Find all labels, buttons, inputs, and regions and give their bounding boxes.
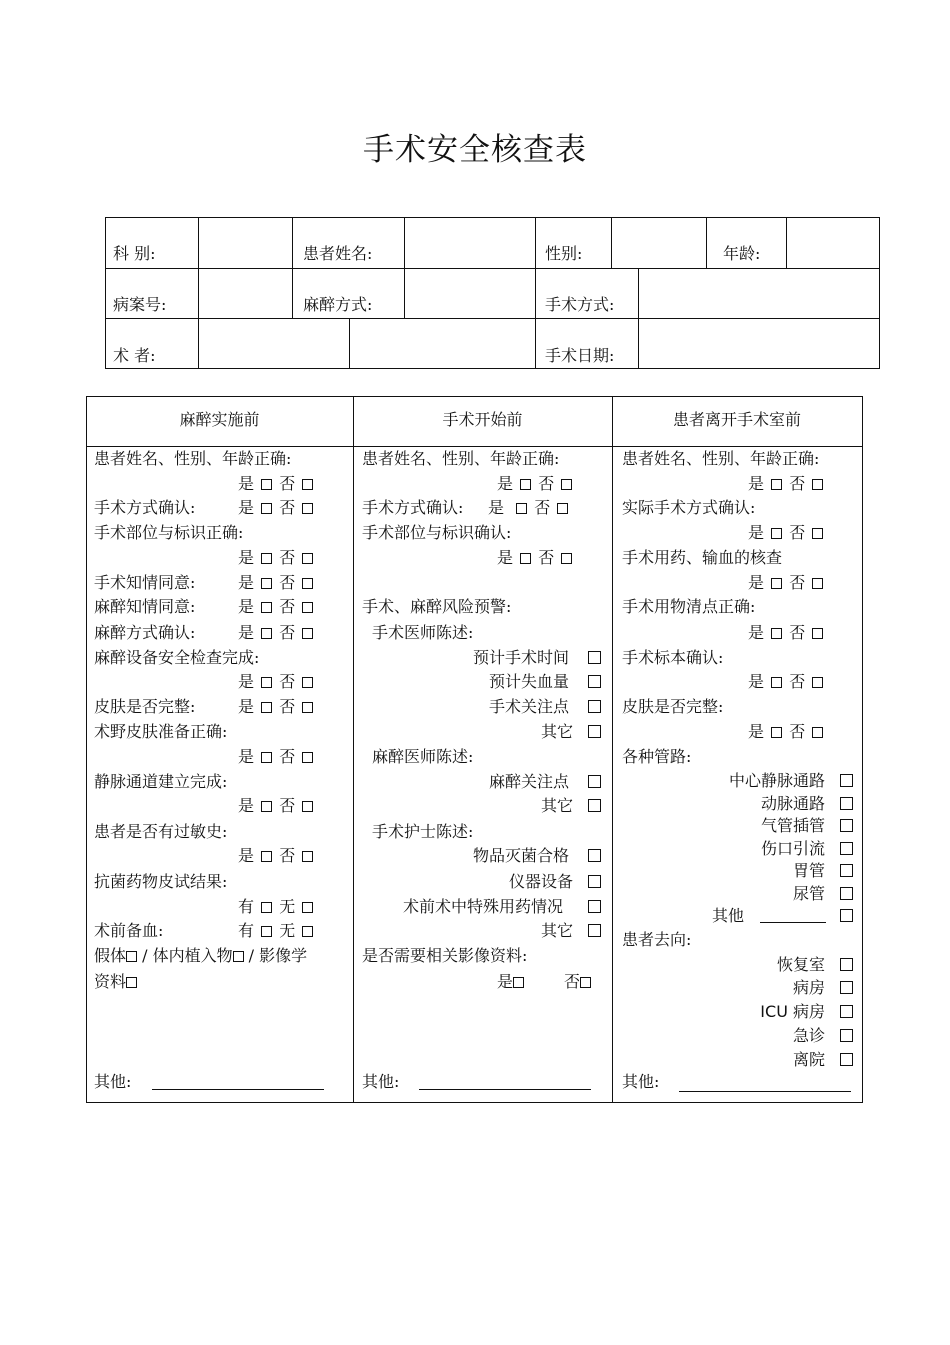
c3-specimen-options: 是 否 <box>748 672 825 692</box>
checkbox[interactable] <box>261 553 272 564</box>
surgery-date-label: 手术日期: <box>545 346 615 365</box>
c3-count-options: 是 否 <box>748 623 825 643</box>
page-title: 手术安全核查表 <box>363 132 587 168</box>
checkbox[interactable] <box>302 578 313 589</box>
checkbox[interactable] <box>261 503 272 514</box>
c3-wound-drain: 伤口引流 <box>760 839 825 858</box>
c3-destination-label: 患者去向: <box>622 930 692 949</box>
checkbox[interactable] <box>261 902 272 913</box>
checkbox[interactable] <box>588 799 601 812</box>
c3-emergency: 急诊 <box>792 1026 825 1045</box>
sex-label: 性别: <box>545 244 583 263</box>
checkbox[interactable] <box>840 864 853 877</box>
checkbox[interactable] <box>840 774 853 787</box>
c3-actual-method-label: 实际手术方式确认: <box>622 498 756 517</box>
c2-anesthetist-label: 麻醉医师陈述: <box>372 747 474 766</box>
c2-sterile: 物品灭菌合格 <box>472 846 569 865</box>
c2-risk-label: 手术、麻醉风险预警: <box>362 597 512 616</box>
checkbox[interactable] <box>233 951 244 962</box>
c3-specimen-label: 手术标本确认: <box>622 648 724 667</box>
c2-imaging-options: 是 否 <box>497 972 591 992</box>
c2-identity-options: 是 否 <box>497 474 574 494</box>
c1-skin-prep-options: 是 否 <box>238 747 315 767</box>
checkbox[interactable] <box>561 479 572 490</box>
checkbox[interactable] <box>771 628 782 639</box>
c3-skin-options: 是 否 <box>748 722 825 742</box>
checkbox[interactable] <box>302 628 313 639</box>
checkbox[interactable] <box>302 926 313 937</box>
c3-urinary-tube: 尿管 <box>792 884 825 903</box>
c1-skintest-options: 有 无 <box>238 897 315 917</box>
checkbox[interactable] <box>812 578 823 589</box>
checkbox[interactable] <box>840 887 853 900</box>
checkbox[interactable] <box>302 677 313 688</box>
c3-other-label: 其他: <box>622 1072 660 1091</box>
c3-recovery-room: 恢复室 <box>776 955 825 974</box>
c1-skintest-label: 抗菌药物皮试结果: <box>94 872 228 891</box>
checkbox[interactable] <box>588 651 601 664</box>
col3-title: 患者离开手术室前 <box>672 410 801 429</box>
checkbox[interactable] <box>840 819 853 832</box>
c1-site-options: 是 否 <box>238 548 315 568</box>
c1-implant-line: 假体 / 体内植入物 / 影像学 <box>94 946 308 965</box>
c3-drug-check-label: 手术用药、输血的核查 <box>622 548 783 567</box>
c3-central-line: 中心静脉通路 <box>728 771 825 790</box>
checkbox[interactable] <box>840 797 853 810</box>
c1-identity-options: 是 否 <box>238 474 315 494</box>
c2-other3: 其它 <box>540 921 573 940</box>
c2-nurse-label: 手术护士陈述: <box>372 822 474 841</box>
checkbox[interactable] <box>812 727 823 738</box>
checkbox[interactable] <box>302 602 313 613</box>
checkbox[interactable] <box>520 479 531 490</box>
c3-arterial-line: 动脉通路 <box>760 794 825 813</box>
c1-equipment-options: 是 否 <box>238 672 315 692</box>
c2-other2: 其它 <box>540 796 573 815</box>
checkbox[interactable] <box>840 958 853 971</box>
c2-anes-focus: 麻醉关注点 <box>488 772 569 791</box>
c1-skin-prep-label: 术野皮肤准备正确: <box>94 722 228 741</box>
c1-anes-consent-label: 麻醉知情同意: <box>94 597 196 616</box>
c1-allergy-options: 是 否 <box>238 846 315 866</box>
checkbox[interactable] <box>812 479 823 490</box>
surgery-method-label: 手术方式: <box>545 295 615 314</box>
checkbox[interactable] <box>261 578 272 589</box>
checkbox[interactable] <box>588 924 601 937</box>
c1-other-label: 其他: <box>94 1072 132 1091</box>
checkbox[interactable] <box>588 725 601 738</box>
c2-est-time: 预计手术时间 <box>472 648 569 667</box>
c3-ward: 病房 <box>792 978 825 997</box>
c1-surgery-method-options: 是 否 <box>238 498 315 518</box>
c1-other-line[interactable] <box>152 1089 324 1090</box>
c3-identity-options: 是 否 <box>748 474 825 494</box>
checkbox[interactable] <box>302 553 313 564</box>
checkbox[interactable] <box>261 628 272 639</box>
c2-imaging-label: 是否需要相关影像资料: <box>362 946 528 965</box>
patient-name-label: 患者姓名: <box>303 244 373 263</box>
c1-anes-consent-options: 是 否 <box>238 597 315 617</box>
checkbox[interactable] <box>561 553 572 564</box>
checkbox[interactable] <box>588 875 601 888</box>
dept-label: 科 别: <box>113 244 156 263</box>
checkbox[interactable] <box>261 479 272 490</box>
checkbox[interactable] <box>261 926 272 937</box>
c3-count-label: 手术用物清点正确: <box>622 597 756 616</box>
checkbox[interactable] <box>840 909 853 922</box>
checkbox[interactable] <box>261 702 272 713</box>
c1-iv-options: 是 否 <box>238 796 315 816</box>
checkbox[interactable] <box>520 553 531 564</box>
c2-surgery-method-label: 手术方式确认: <box>362 498 464 517</box>
c2-focus: 手术关注点 <box>488 697 569 716</box>
c3-lines-label: 各种管路: <box>622 747 692 766</box>
c3-discharge: 离院 <box>792 1050 825 1069</box>
checkbox[interactable] <box>302 503 313 514</box>
checkbox[interactable] <box>812 528 823 539</box>
c3-tracheal-tube: 气管插管 <box>760 816 825 835</box>
c1-iv-label: 静脉通道建立完成: <box>94 772 228 791</box>
c2-special-drugs: 术前术中特殊用药情况 <box>402 897 563 916</box>
c1-identity-label: 患者姓名、性别、年龄正确: <box>94 449 292 468</box>
c3-other-line-label: 其他 <box>712 906 745 925</box>
c3-gastric-tube: 胃管 <box>792 861 825 880</box>
checkbox[interactable] <box>302 752 313 763</box>
checkbox[interactable] <box>588 675 601 688</box>
c1-implant-line2: 资料 <box>94 972 137 992</box>
col1-title: 麻醉实施前 <box>179 410 260 429</box>
c1-allergy-label: 患者是否有过敏史: <box>94 822 228 841</box>
c2-est-blood: 预计失血量 <box>488 672 569 691</box>
checkbox[interactable] <box>840 981 853 994</box>
c1-anes-method-options: 是 否 <box>238 623 315 643</box>
checkbox[interactable] <box>261 677 272 688</box>
checkbox[interactable] <box>126 977 137 988</box>
checkbox[interactable] <box>261 602 272 613</box>
surgeon-label: 术 者: <box>113 346 156 365</box>
c1-surgery-consent-options: 是 否 <box>238 573 315 593</box>
c3-identity-label: 患者姓名、性别、年龄正确: <box>622 449 820 468</box>
checkbox[interactable] <box>302 851 313 862</box>
col2-title: 手术开始前 <box>442 410 523 429</box>
checkbox[interactable] <box>588 700 601 713</box>
checkbox[interactable] <box>771 479 782 490</box>
c1-skin-label: 皮肤是否完整: <box>94 697 196 716</box>
record-number-label: 病案号: <box>113 295 167 314</box>
c2-surgery-method-options: 是 否 <box>488 498 570 518</box>
c2-equipment: 仪器设备 <box>508 872 573 891</box>
c2-other-label: 其他: <box>362 1072 400 1091</box>
checkbox[interactable] <box>261 801 272 812</box>
c1-skin-options: 是 否 <box>238 697 315 717</box>
checkbox[interactable] <box>557 503 568 514</box>
c2-surgeon-label: 手术医师陈述: <box>372 623 474 642</box>
c1-anes-method-label: 麻醉方式确认: <box>94 623 196 642</box>
checkbox[interactable] <box>261 752 272 763</box>
checkbox[interactable] <box>302 902 313 913</box>
c3-drug-check-options: 是 否 <box>748 573 825 593</box>
checkbox[interactable] <box>812 677 823 688</box>
checkbox[interactable] <box>261 851 272 862</box>
c3-skin-label: 皮肤是否完整: <box>622 697 724 716</box>
checkbox[interactable] <box>771 528 782 539</box>
checkbox[interactable] <box>126 951 137 962</box>
c1-surgery-method-label: 手术方式确认: <box>94 498 196 517</box>
checkbox[interactable] <box>840 1029 853 1042</box>
c1-surgery-consent-label: 手术知情同意: <box>94 573 196 592</box>
c2-other1: 其它 <box>540 722 573 741</box>
c1-blood-label: 术前备血: <box>94 921 164 940</box>
checkbox[interactable] <box>840 1053 853 1066</box>
checkbox[interactable] <box>302 479 313 490</box>
checkbox[interactable] <box>302 702 313 713</box>
checkbox[interactable] <box>771 727 782 738</box>
checkbox[interactable] <box>840 842 853 855</box>
c2-identity-label: 患者姓名、性别、年龄正确: <box>362 449 560 468</box>
checkbox[interactable] <box>588 775 601 788</box>
c2-site-options: 是 否 <box>497 548 574 568</box>
checkbox[interactable] <box>302 801 313 812</box>
c2-other-line[interactable] <box>419 1089 591 1090</box>
c1-equipment-label: 麻醉设备安全检查完成: <box>94 648 260 667</box>
checkbox[interactable] <box>513 977 524 988</box>
c3-other-line-blank[interactable] <box>760 922 826 923</box>
checkbox[interactable] <box>516 503 527 514</box>
checkbox[interactable] <box>840 1005 853 1018</box>
c1-blood-options: 有 无 <box>238 921 315 941</box>
checkbox[interactable] <box>588 900 601 913</box>
c1-site-label: 手术部位与标识正确: <box>94 523 244 542</box>
age-label: 年龄: <box>723 244 761 263</box>
checkbox[interactable] <box>580 977 591 988</box>
c3-actual-method-options: 是 否 <box>748 523 825 543</box>
checkbox[interactable] <box>588 849 601 862</box>
c3-other-line[interactable] <box>679 1091 851 1092</box>
c2-site-label: 手术部位与标识确认: <box>362 523 512 542</box>
checkbox[interactable] <box>812 628 823 639</box>
anesthesia-method-label: 麻醉方式: <box>303 295 373 314</box>
checkbox[interactable] <box>771 578 782 589</box>
checkbox[interactable] <box>771 677 782 688</box>
c3-icu-ward: ICU 病房 <box>760 1002 825 1021</box>
